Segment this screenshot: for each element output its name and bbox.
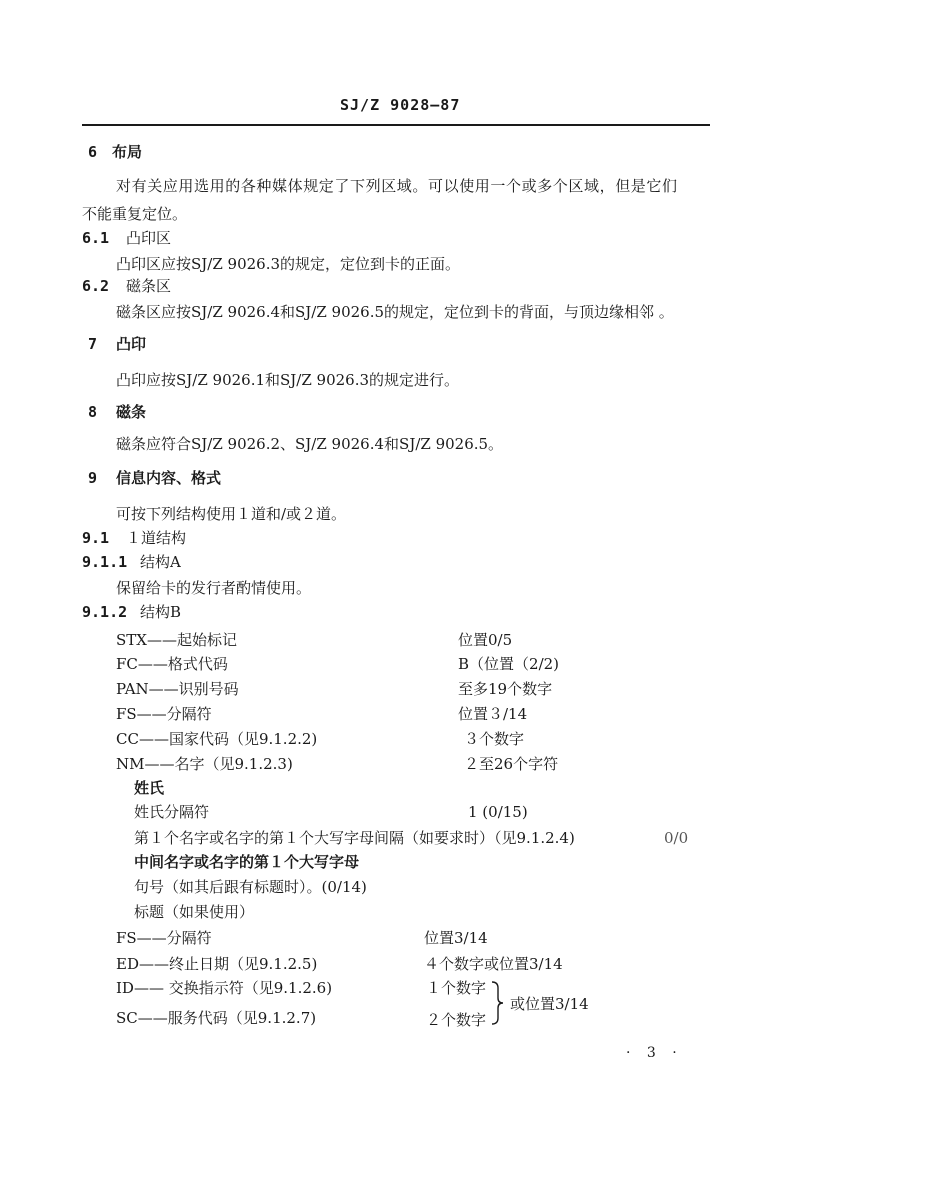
field-value: ４个数字或位置3/14 (424, 955, 563, 973)
section-9-1-2-title: 结构B (140, 603, 182, 621)
field-label: CC——国家代码（见9.1.2.2) (116, 730, 318, 748)
section-7-title: 凸印 (116, 335, 147, 353)
nm-first-name: 第１个名字或名字的第１个大写字母间隔（如要求时）（见9.1.2.4) (134, 829, 575, 847)
nm-title: 标题（如果使用） (134, 903, 255, 921)
nm-surname: 姓氏 (134, 779, 165, 797)
section-9-1-1-title: 结构A (140, 553, 181, 571)
field-label: FS——分隔符 (116, 705, 212, 723)
section-6-title: 布局 (112, 143, 143, 161)
nm-surname-separator: 姓氏分隔符 (134, 803, 210, 821)
section-6-2-para: 磁条区应按SJ/Z 9026.4和SJ/Z 9026.5的规定，定位到卡的背面，与顶边缘相邻 。 (116, 303, 674, 321)
field-label: ED——终止日期（见9.1.2.5) (116, 955, 318, 973)
field-value: ２至26个字符 (464, 755, 559, 773)
nm-period: 句号（如其后跟有标题时）。(0/14) (134, 878, 367, 896)
header-rule (82, 124, 710, 126)
field-value: 位置3/14 (424, 929, 488, 947)
nm-first-name-value: 0/0 (664, 829, 689, 847)
section-9-1-2-number: 9.1.2 (82, 603, 128, 621)
section-6-2-title: 磁条区 (126, 277, 172, 295)
section-6-1-para: 凸印区应按SJ/Z 9026.3的规定，定位到卡的正面。 (116, 255, 461, 273)
field-label: FC——格式代码 (116, 655, 228, 673)
page-number: · 3 · (626, 1045, 683, 1061)
field-label: STX——起始标记 (116, 631, 237, 649)
section-8-title: 磁条 (116, 403, 147, 421)
section-9-number: 9 (88, 469, 98, 487)
section-9-title: 信息内容、格式 (116, 469, 222, 487)
section-9-1-title: １道结构 (126, 529, 187, 547)
field-value: ２个数字 (426, 1011, 487, 1029)
field-label: FS——分隔符 (116, 929, 212, 947)
section-8-para: 磁条应符合SJ/Z 9026.2、SJ/Z 9026.4和SJ/Z 9026.5。 (116, 435, 504, 453)
field-value: 位置３/14 (458, 705, 528, 723)
section-6-1-number: 6.1 (82, 229, 110, 247)
right-brace-icon (490, 980, 504, 1026)
field-value: B（位置（2/2) (458, 655, 560, 673)
field-label: NM——名字（见9.1.2.3) (116, 755, 293, 773)
section-6-1-title: 凸印区 (126, 229, 172, 247)
nm-middle-name: 中间名字或名字的第１个大写字母 (134, 853, 360, 871)
section-6-number: 6 (88, 143, 98, 161)
section-8-number: 8 (88, 403, 98, 421)
section-6-2-number: 6.2 (82, 277, 110, 295)
section-9-1-1-para: 保留给卡的发行者酌情使用。 (116, 579, 312, 597)
section-9-para: 可按下列结构使用１道和/或２道。 (116, 505, 347, 523)
section-6-para-line1: 对有关应用选用的各种媒体规定了下列区域。可以使用一个或多个区域，但是它们 (116, 177, 678, 195)
field-label: ID—— 交换指示符（见9.1.2.6) (116, 979, 333, 997)
nm-surname-separator-value: 1 (0/15) (468, 803, 528, 821)
field-value: 至多19个数字 (458, 680, 553, 698)
brace-note: 或位置3/14 (510, 995, 589, 1013)
section-9-1-number: 9.1 (82, 529, 110, 547)
page-header: SJ/Z 9028—87 (340, 96, 461, 114)
section-9-1-1-number: 9.1.1 (82, 553, 128, 571)
field-label: PAN——识别号码 (116, 680, 239, 698)
field-value: ３个数字 (464, 730, 525, 748)
section-7-number: 7 (88, 335, 98, 353)
section-7-para: 凸印应按SJ/Z 9026.1和SJ/Z 9026.3的规定进行。 (116, 371, 460, 389)
field-value: １个数字 (426, 979, 487, 997)
field-label: SC——服务代码（见9.1.2.7) (116, 1009, 317, 1027)
section-6-para-line2: 不能重复定位。 (82, 205, 188, 223)
field-value: 位置0/5 (458, 631, 513, 649)
